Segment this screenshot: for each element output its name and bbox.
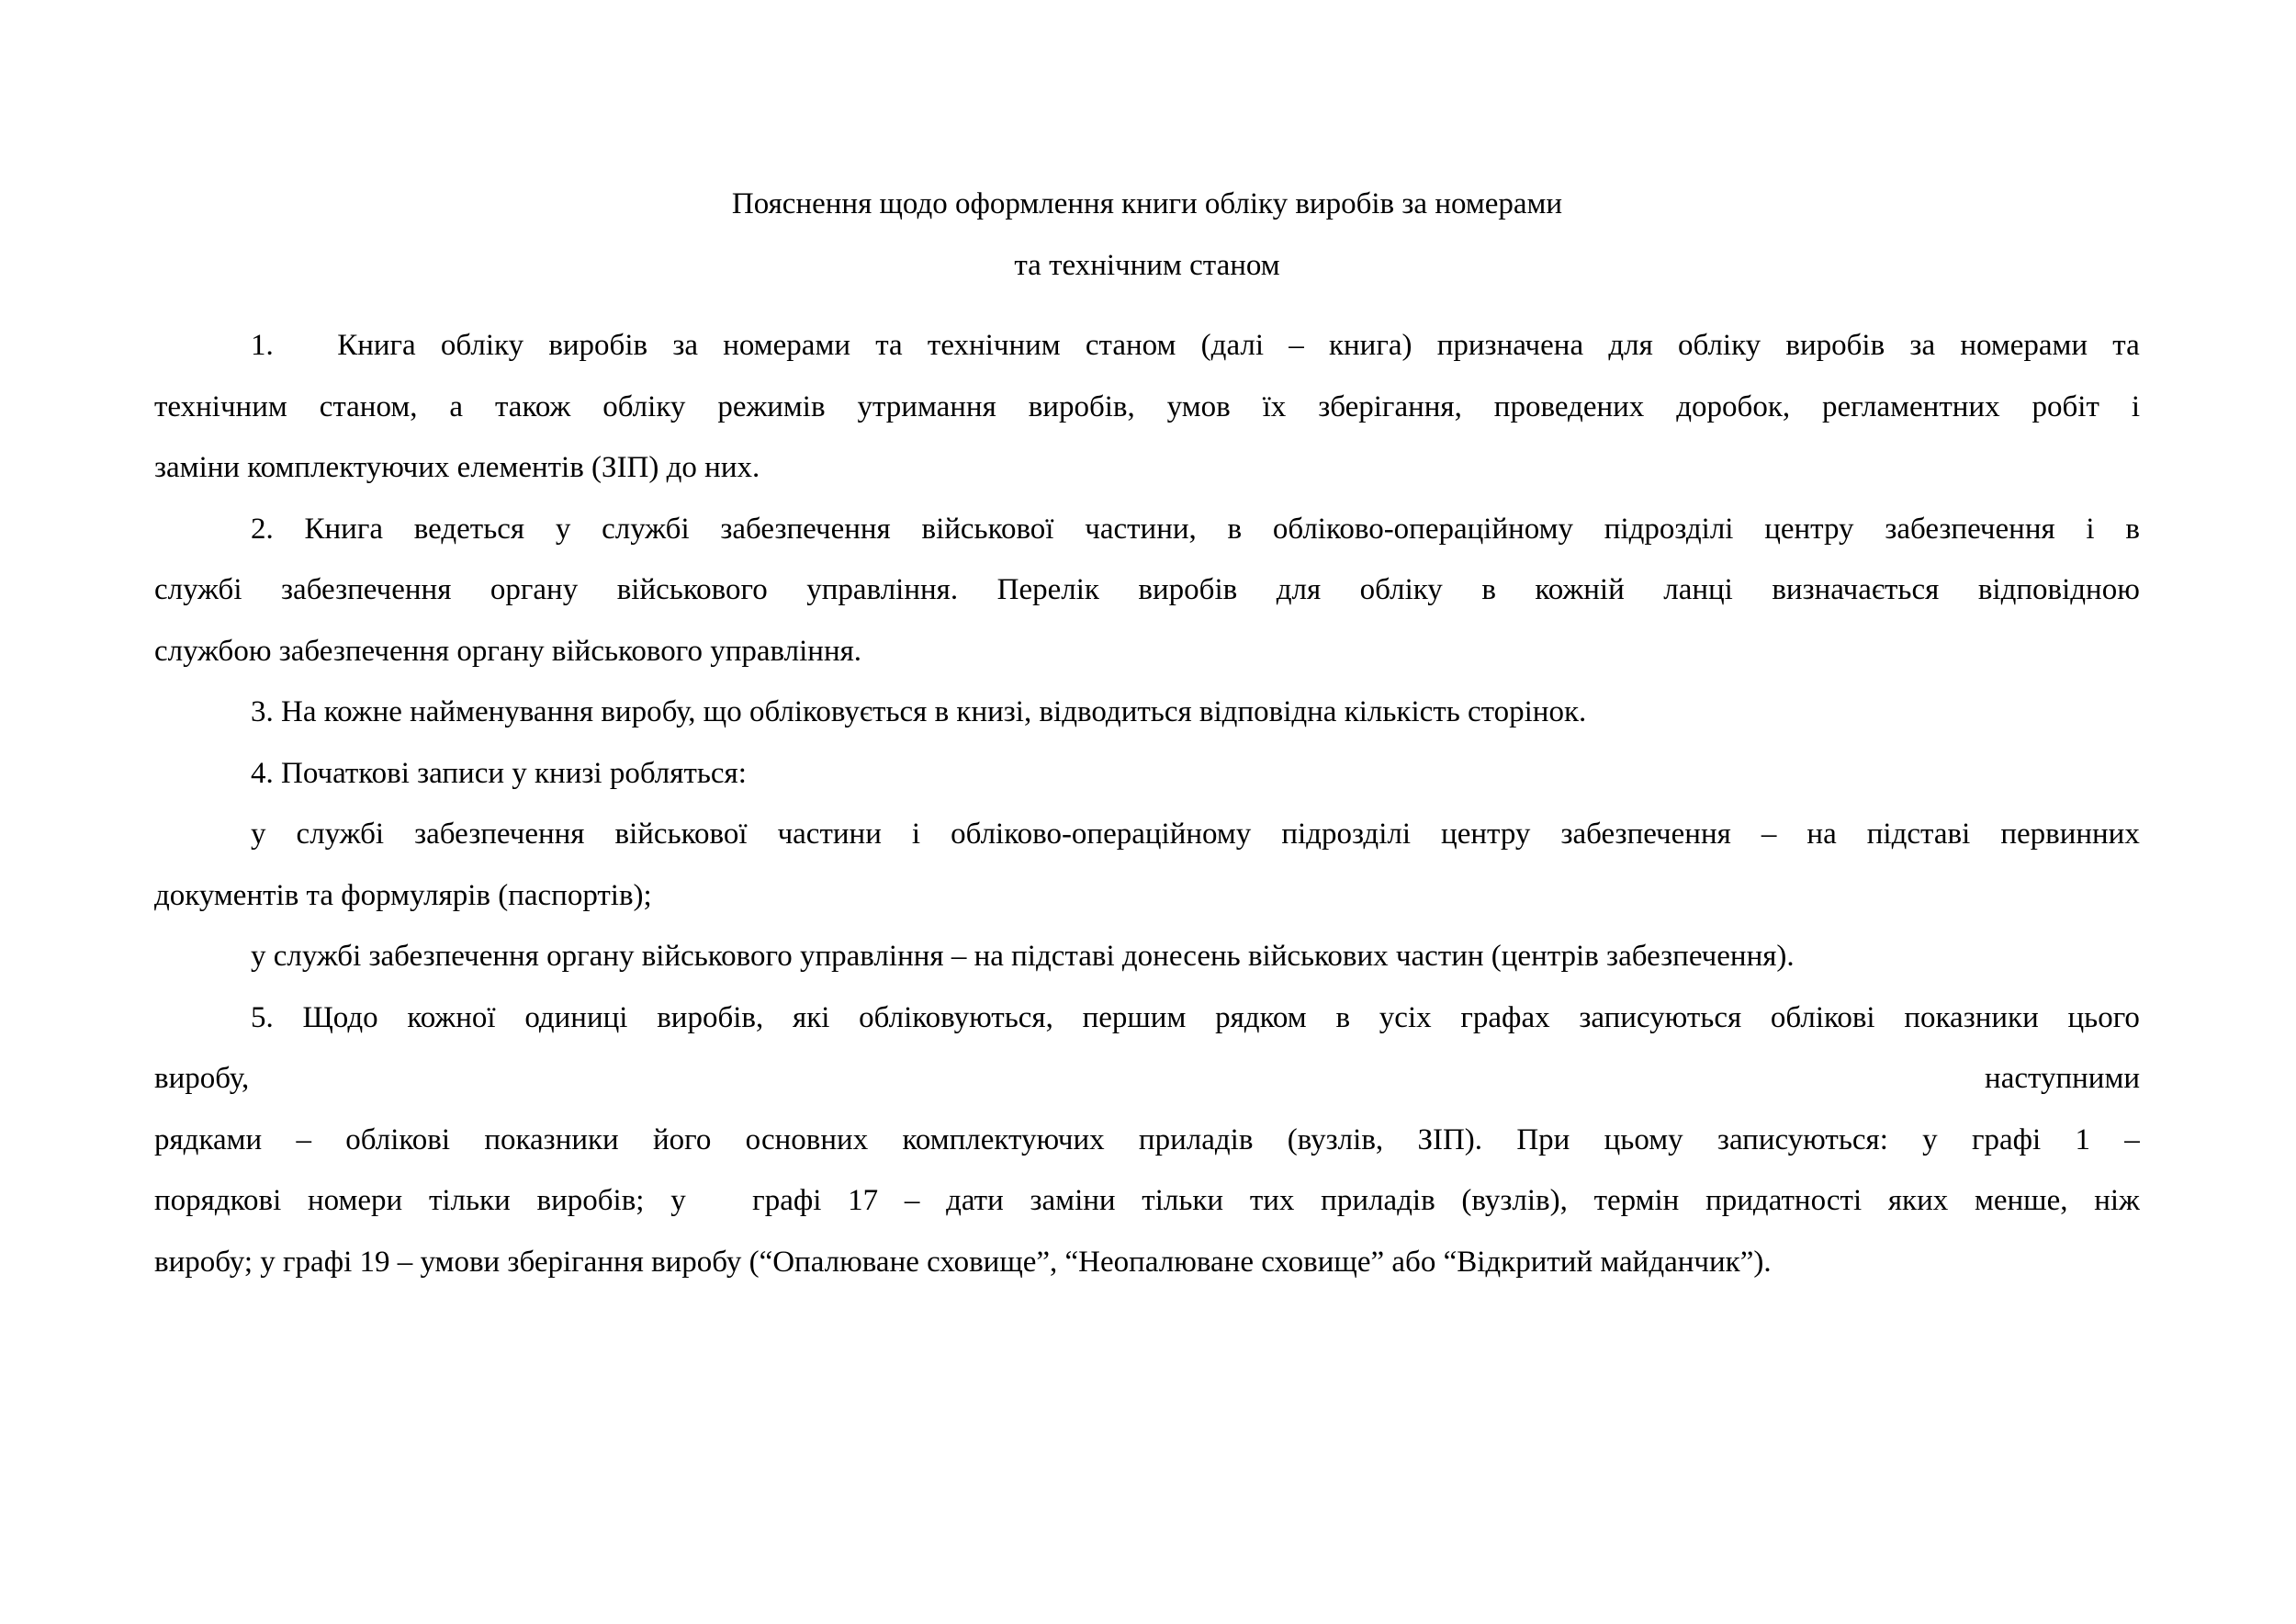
word: обліково-операційному — [951, 818, 1252, 851]
word: облікові — [1770, 1000, 1875, 1034]
word: відповідною — [1977, 573, 2140, 606]
word: показники — [1904, 1000, 2039, 1034]
word: органу — [490, 573, 579, 606]
word: забезпечення — [1885, 512, 2055, 546]
word: в — [1481, 573, 1496, 606]
word: в — [2125, 512, 2140, 546]
word: технічним — [154, 389, 287, 423]
word: 2. — [251, 512, 274, 546]
word: цього — [2067, 1000, 2140, 1034]
word: управління. — [806, 573, 959, 606]
word: 17 — [848, 1184, 879, 1217]
word: дати — [946, 1184, 1004, 1217]
word: забезпечення — [1560, 818, 1731, 851]
word: центру — [1441, 818, 1531, 851]
text-line — [154, 315, 2140, 377]
text-line: службою забезпечення органу військового управління. — [154, 634, 862, 668]
word: в — [1335, 1000, 1351, 1034]
word: а — [449, 389, 464, 423]
word: першим — [1082, 1000, 1187, 1034]
word: умов — [1166, 389, 1231, 423]
word: регламентних — [1822, 389, 2000, 423]
document-body — [154, 315, 2140, 1292]
line-right-text: наступними — [1985, 1062, 2140, 1095]
word: – — [296, 1122, 311, 1156]
title-line-2: та технічним станом — [1014, 248, 1280, 282]
text-line — [154, 804, 2140, 865]
word: графі — [1971, 1122, 2042, 1156]
text-line — [154, 1048, 2140, 1110]
word: і — [2086, 512, 2095, 546]
word: забезпечення — [720, 512, 891, 546]
word: обліковуються, — [859, 1000, 1053, 1034]
word: які — [793, 1000, 830, 1034]
word: кожної — [407, 1000, 496, 1034]
word: ЗІП). — [1417, 1122, 1483, 1156]
word: Щодо — [302, 1000, 378, 1034]
word: – — [2124, 1122, 2140, 1156]
word: При — [1516, 1122, 1570, 1156]
word: номерами — [1960, 329, 2088, 362]
document-title — [154, 174, 2140, 296]
word: (вузлів, — [1287, 1122, 1384, 1156]
extra-space — [712, 1170, 726, 1232]
word: номери — [307, 1184, 403, 1217]
word: станом — [1085, 329, 1176, 362]
word: (далі — [1200, 329, 1265, 362]
word: у — [1922, 1122, 1938, 1156]
word: виробів, — [1028, 389, 1135, 423]
word: службі — [602, 512, 690, 546]
word: цьому — [1604, 1122, 1683, 1156]
word: підрозділі — [1281, 818, 1411, 851]
word: записуються: — [1716, 1122, 1888, 1156]
word: військової — [921, 512, 1054, 546]
word: на — [1806, 818, 1837, 851]
word: технічним — [927, 329, 1061, 362]
word: доробок, — [1676, 389, 1791, 423]
word: кожній — [1535, 573, 1625, 606]
word: 1. — [251, 329, 274, 362]
word: ніж — [2094, 1184, 2140, 1217]
word: первинних — [2000, 818, 2140, 851]
word: в — [1227, 512, 1243, 546]
word: частини, — [1085, 512, 1197, 546]
word: записуються — [1579, 1000, 1742, 1034]
word: підрозділі — [1604, 512, 1734, 546]
word: для — [1276, 573, 1322, 606]
text-column — [154, 0, 2140, 1292]
word: одиниці — [524, 1000, 628, 1034]
word: заміни — [1030, 1184, 1116, 1217]
word: обліково-операційному — [1272, 512, 1574, 546]
line-left-text: виробу, — [154, 1062, 250, 1095]
text-line — [154, 499, 2140, 560]
word: ланці — [1663, 573, 1733, 606]
word: 1 — [2075, 1122, 2090, 1156]
text-line — [154, 559, 2140, 621]
word: військового — [616, 573, 768, 606]
text-line: 3. На кожне найменування виробу, що обліковується в книзі, відводиться відповідна кількість сторінок. — [251, 695, 1587, 728]
word: книга) — [1328, 329, 1412, 362]
text-line: у службі забезпечення органу військового управління – на підставі донесень військових частин (центрів забезпечення). — [251, 940, 1795, 973]
word: підставі — [1866, 818, 1971, 851]
word: виробів — [1138, 573, 1238, 606]
word: (вузлів), — [1461, 1184, 1568, 1217]
word: Книга — [337, 329, 416, 362]
word: приладів — [1138, 1122, 1254, 1156]
word: приладів — [1321, 1184, 1435, 1217]
word: комплектуючих — [902, 1122, 1105, 1156]
text-line: виробу; у графі 19 – умови зберігання виробу (“Опалюване сховище”, “Неопалюване сховище” або “Відкритий майданчик”). — [154, 1245, 1772, 1279]
word: тих — [1249, 1184, 1295, 1217]
word: менше, — [1974, 1184, 2068, 1217]
word: рядками — [154, 1122, 263, 1156]
text-line — [154, 1170, 2140, 1232]
word: – — [1761, 818, 1777, 851]
word: виробів; — [536, 1184, 645, 1217]
word: військової — [614, 818, 748, 851]
text-line: 4. Початкові записи у книзі робляться: — [251, 756, 747, 790]
word: у — [670, 1184, 686, 1217]
word: і — [911, 818, 921, 851]
extra-space — [298, 315, 312, 377]
text-line: заміни комплектуючих елементів (ЗІП) до них. — [154, 451, 760, 484]
word: утримання — [857, 389, 996, 423]
word: визначається — [1772, 573, 1940, 606]
text-line: документів та формулярів (паспортів); — [154, 878, 652, 912]
word: забезпечення — [414, 818, 585, 851]
word: усіх — [1379, 1000, 1432, 1034]
word: Книга — [304, 512, 384, 546]
word: частини — [777, 818, 882, 851]
text-line — [154, 1110, 2140, 1171]
word: – — [904, 1184, 920, 1217]
word: проведених — [1493, 389, 1645, 423]
word: придатності — [1705, 1184, 1863, 1217]
word: службі — [296, 818, 385, 851]
word: його — [653, 1122, 712, 1156]
word: рядком — [1215, 1000, 1307, 1034]
word: та — [2112, 329, 2140, 362]
word: у — [555, 512, 571, 546]
word: виробів, — [657, 1000, 764, 1034]
word: обліку — [602, 389, 686, 423]
word: термін — [1593, 1184, 1680, 1217]
word: для — [1608, 329, 1653, 362]
text-line — [154, 987, 2140, 1049]
word: у — [251, 818, 266, 851]
word: станом, — [319, 389, 418, 423]
word: ведеться — [413, 512, 525, 546]
word: обліку — [1678, 329, 1761, 362]
word: графі — [752, 1184, 822, 1217]
word: показники — [484, 1122, 619, 1156]
word: графах — [1460, 1000, 1550, 1034]
word: – — [1289, 329, 1304, 362]
word: облікові — [345, 1122, 451, 1156]
word: тільки — [428, 1184, 511, 1217]
word: обліку — [1359, 573, 1443, 606]
text-line — [154, 377, 2140, 438]
word: зберігання, — [1318, 389, 1462, 423]
word: також — [494, 389, 571, 423]
word: номерами — [723, 329, 850, 362]
word: призначена — [1436, 329, 1584, 362]
word: та — [875, 329, 903, 362]
word: 5. — [251, 1000, 274, 1034]
word: виробів — [548, 329, 648, 362]
word: виробів — [1785, 329, 1885, 362]
word: тільки — [1142, 1184, 1224, 1217]
word: робіт — [2032, 389, 2099, 423]
word: яких — [1887, 1184, 1949, 1217]
word: режимів — [717, 389, 826, 423]
title-line-1: Пояснення щодо оформлення книги обліку виробів за номерами — [731, 187, 1563, 220]
word: їх — [1262, 389, 1287, 423]
word: службі — [154, 573, 242, 606]
word: обліку — [440, 329, 524, 362]
word: і — [2131, 389, 2140, 423]
word: основних — [745, 1122, 869, 1156]
word: центру — [1764, 512, 1854, 546]
word: за — [672, 329, 699, 362]
word: забезпечення — [281, 573, 452, 606]
word: Перелік — [996, 573, 1099, 606]
word: за — [1909, 329, 1936, 362]
word: порядкові — [154, 1184, 282, 1217]
